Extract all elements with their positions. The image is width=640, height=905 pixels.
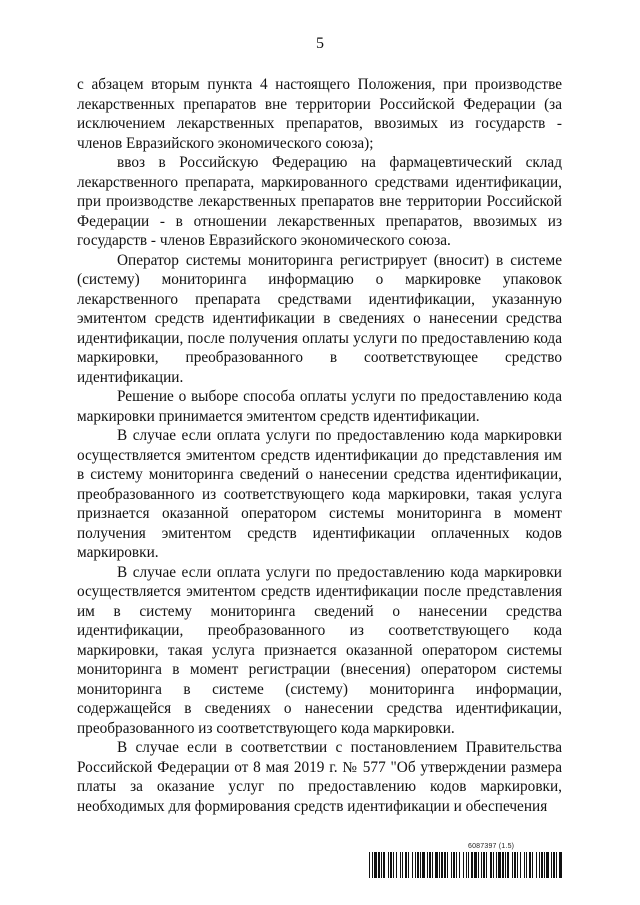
document-body [77, 75, 562, 816]
page-number: 5 [316, 35, 324, 52]
document-code: 6087397 (1.5) [468, 843, 515, 850]
paragraph-payment-method: Решение о выборе способа оплаты услуги по предоставлению кода маркировки принимается эмитентом средств идентификации. [77, 388, 562, 425]
paragraph-operator-registration: Оператор системы мониторинга регистрирует (вносит) в системе (систему) мониторинга информацию о маркировке упаковок лекарственного препарата средствами идентификации, указанную эмитентом средств идентификации в сведениях о нанесении средства идентификации, после получения оплаты услуги по предоставлению кода маркировки, преобразованного в соответствующее средство идентификации. [77, 251, 562, 386]
paragraph-continuation: с абзацем вторым пункта 4 настоящего Положения, при производстве лекарственных препаратов вне территории Российской Федерации (за исключением лекарственных препаратов, ввозимых из государств - членов Евразийского экономического союза); [77, 76, 562, 152]
paragraph-postpayment-case: В случае если оплата услуги по предоставлению кода маркировки осуществляется эмитентом средств идентификации после представления им в систему мониторинга сведений о нанесении средства идентификации, преобразованного из соответствующего кода маркировки, такая услуга признается оказанной оператором системы мониторинга в момент регистрации (внесения) оператором системы мониторинга в системе (систему) мониторинга информации, содержащейся в сведениях о нанесении средства идентификации, преобразованного из соответствующего кода маркировки. [77, 563, 562, 737]
paragraph-government-decree: В случае если в соответствии с постановлением Правительства Российской Федерации от 8 мая 2019 г. № 577 "Об утверждении размера платы за оказание услуг по предоставлению кодов маркировки, необходимых для формирования средств идентификации и обеспечения [77, 739, 562, 815]
paragraph-prepayment-case: В случае если оплата услуги по предоставлению кода маркировки осуществляется эмитентом средств идентификации до представления им в систему мониторинга сведений о нанесении средства идентификации, преобразованного из соответствующего кода маркировки, такая услуга признается оказанной оператором системы мониторинга в момент получения эмитентом средств идентификации оплаченных кодов маркировки. [77, 427, 562, 561]
barcode-icon [369, 852, 562, 878]
paragraph-import-clause: ввоз в Российскую Федерацию на фармацевтический склад лекарственного препарата, маркированного средствами идентификации, при производстве лекарственных препаратов вне территории Российской Федерации - в отношении лекарственных препаратов, ввозимых из государств - членов Евразийского экономического союза. [77, 154, 562, 249]
